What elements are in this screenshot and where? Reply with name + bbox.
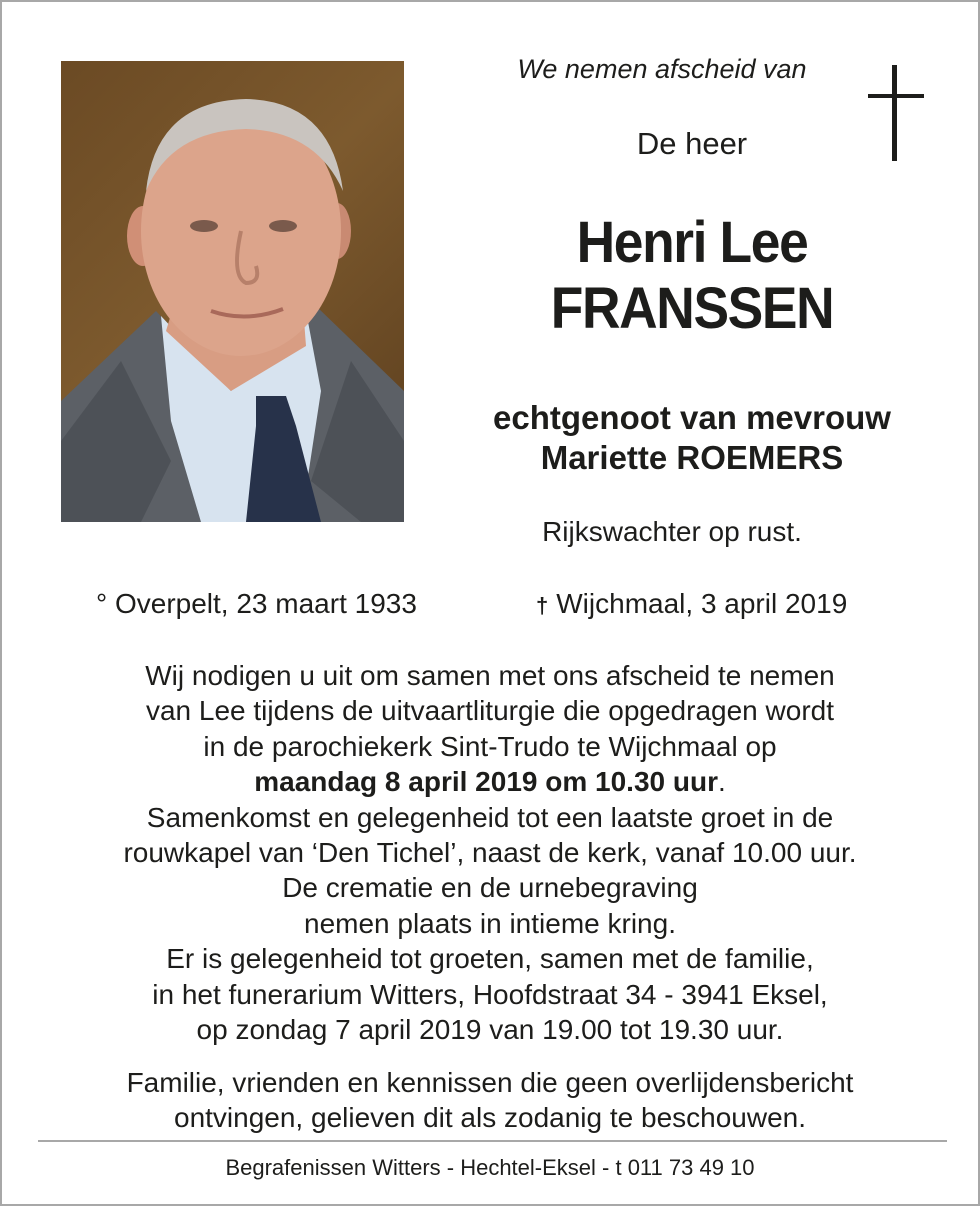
invitation-line: nemen plaats in intieme kring. [304,907,676,939]
invitation-line: Er is gelegenheid tot groeten, samen met de familie, [166,943,814,975]
occupation: Rijkswachter op rust. [542,516,802,547]
ceremony-datetime: maandag 8 april 2019 om 10.30 uur [254,766,718,798]
first-name: Henri Lee [576,210,808,275]
notice-text [32,1065,948,1135]
portrait-photo [61,61,404,522]
dagger-icon: † [536,593,549,618]
notice-line: ontvingen, gelieven dit als zodanig te beschouwen. [174,1102,806,1133]
invitation-line: in het funerarium Witters, Hoofdstraat 34 - 3941 Eksel, [152,978,828,1010]
ceremony-period: . [717,766,726,798]
invitation-line [32,764,948,799]
intro-text: We nemen afscheid van [517,54,807,84]
invitation-line: Wij nodigen u uit om samen met ons afscheid te nemen [145,660,835,691]
invitation-line: De crematie en de urnebegraving [282,872,698,904]
spouse-line-1: echtgenoot van mevrouw [493,399,891,436]
birth-info: ° Overpelt, 23 maart 1933 [96,588,417,619]
death-text: Wijchmaal, 3 april 2019 [556,588,848,619]
divider [38,1140,947,1142]
funeral-home-footer: Begrafenissen Witters - Hechtel-Eksel - t 011 73 49 10 [225,1155,755,1180]
invitation-line: van Lee tijdens de uitvaartliturgie die opgedragen wordt [145,695,834,727]
salutation: De heer [636,126,748,161]
deceased-name [462,210,922,342]
death-info [536,588,847,620]
invitation-line: rouwkapel van ‘Den Tichel’, naast de kerk, vanaf 10.00 uur. [123,837,857,869]
invitation-text [32,658,948,1047]
invitation-line: Samenkomst en gelegenheid tot een laatste groet in de [146,801,834,833]
invitation-line: in de parochiekerk Sint-Trudo te Wijchmaal op [203,730,777,762]
invitation-line: op zondag 7 april 2019 van 19.00 tot 19.30 uur. [196,1014,784,1046]
spouse-name: Mariette ROEMERS [540,439,844,476]
portrait-illustration [61,61,404,522]
notice-line: Familie, vrienden en kennissen die geen overlijdensbericht [126,1067,854,1098]
spouse-info [442,398,942,478]
last-name: FRANSSEN [550,276,834,341]
